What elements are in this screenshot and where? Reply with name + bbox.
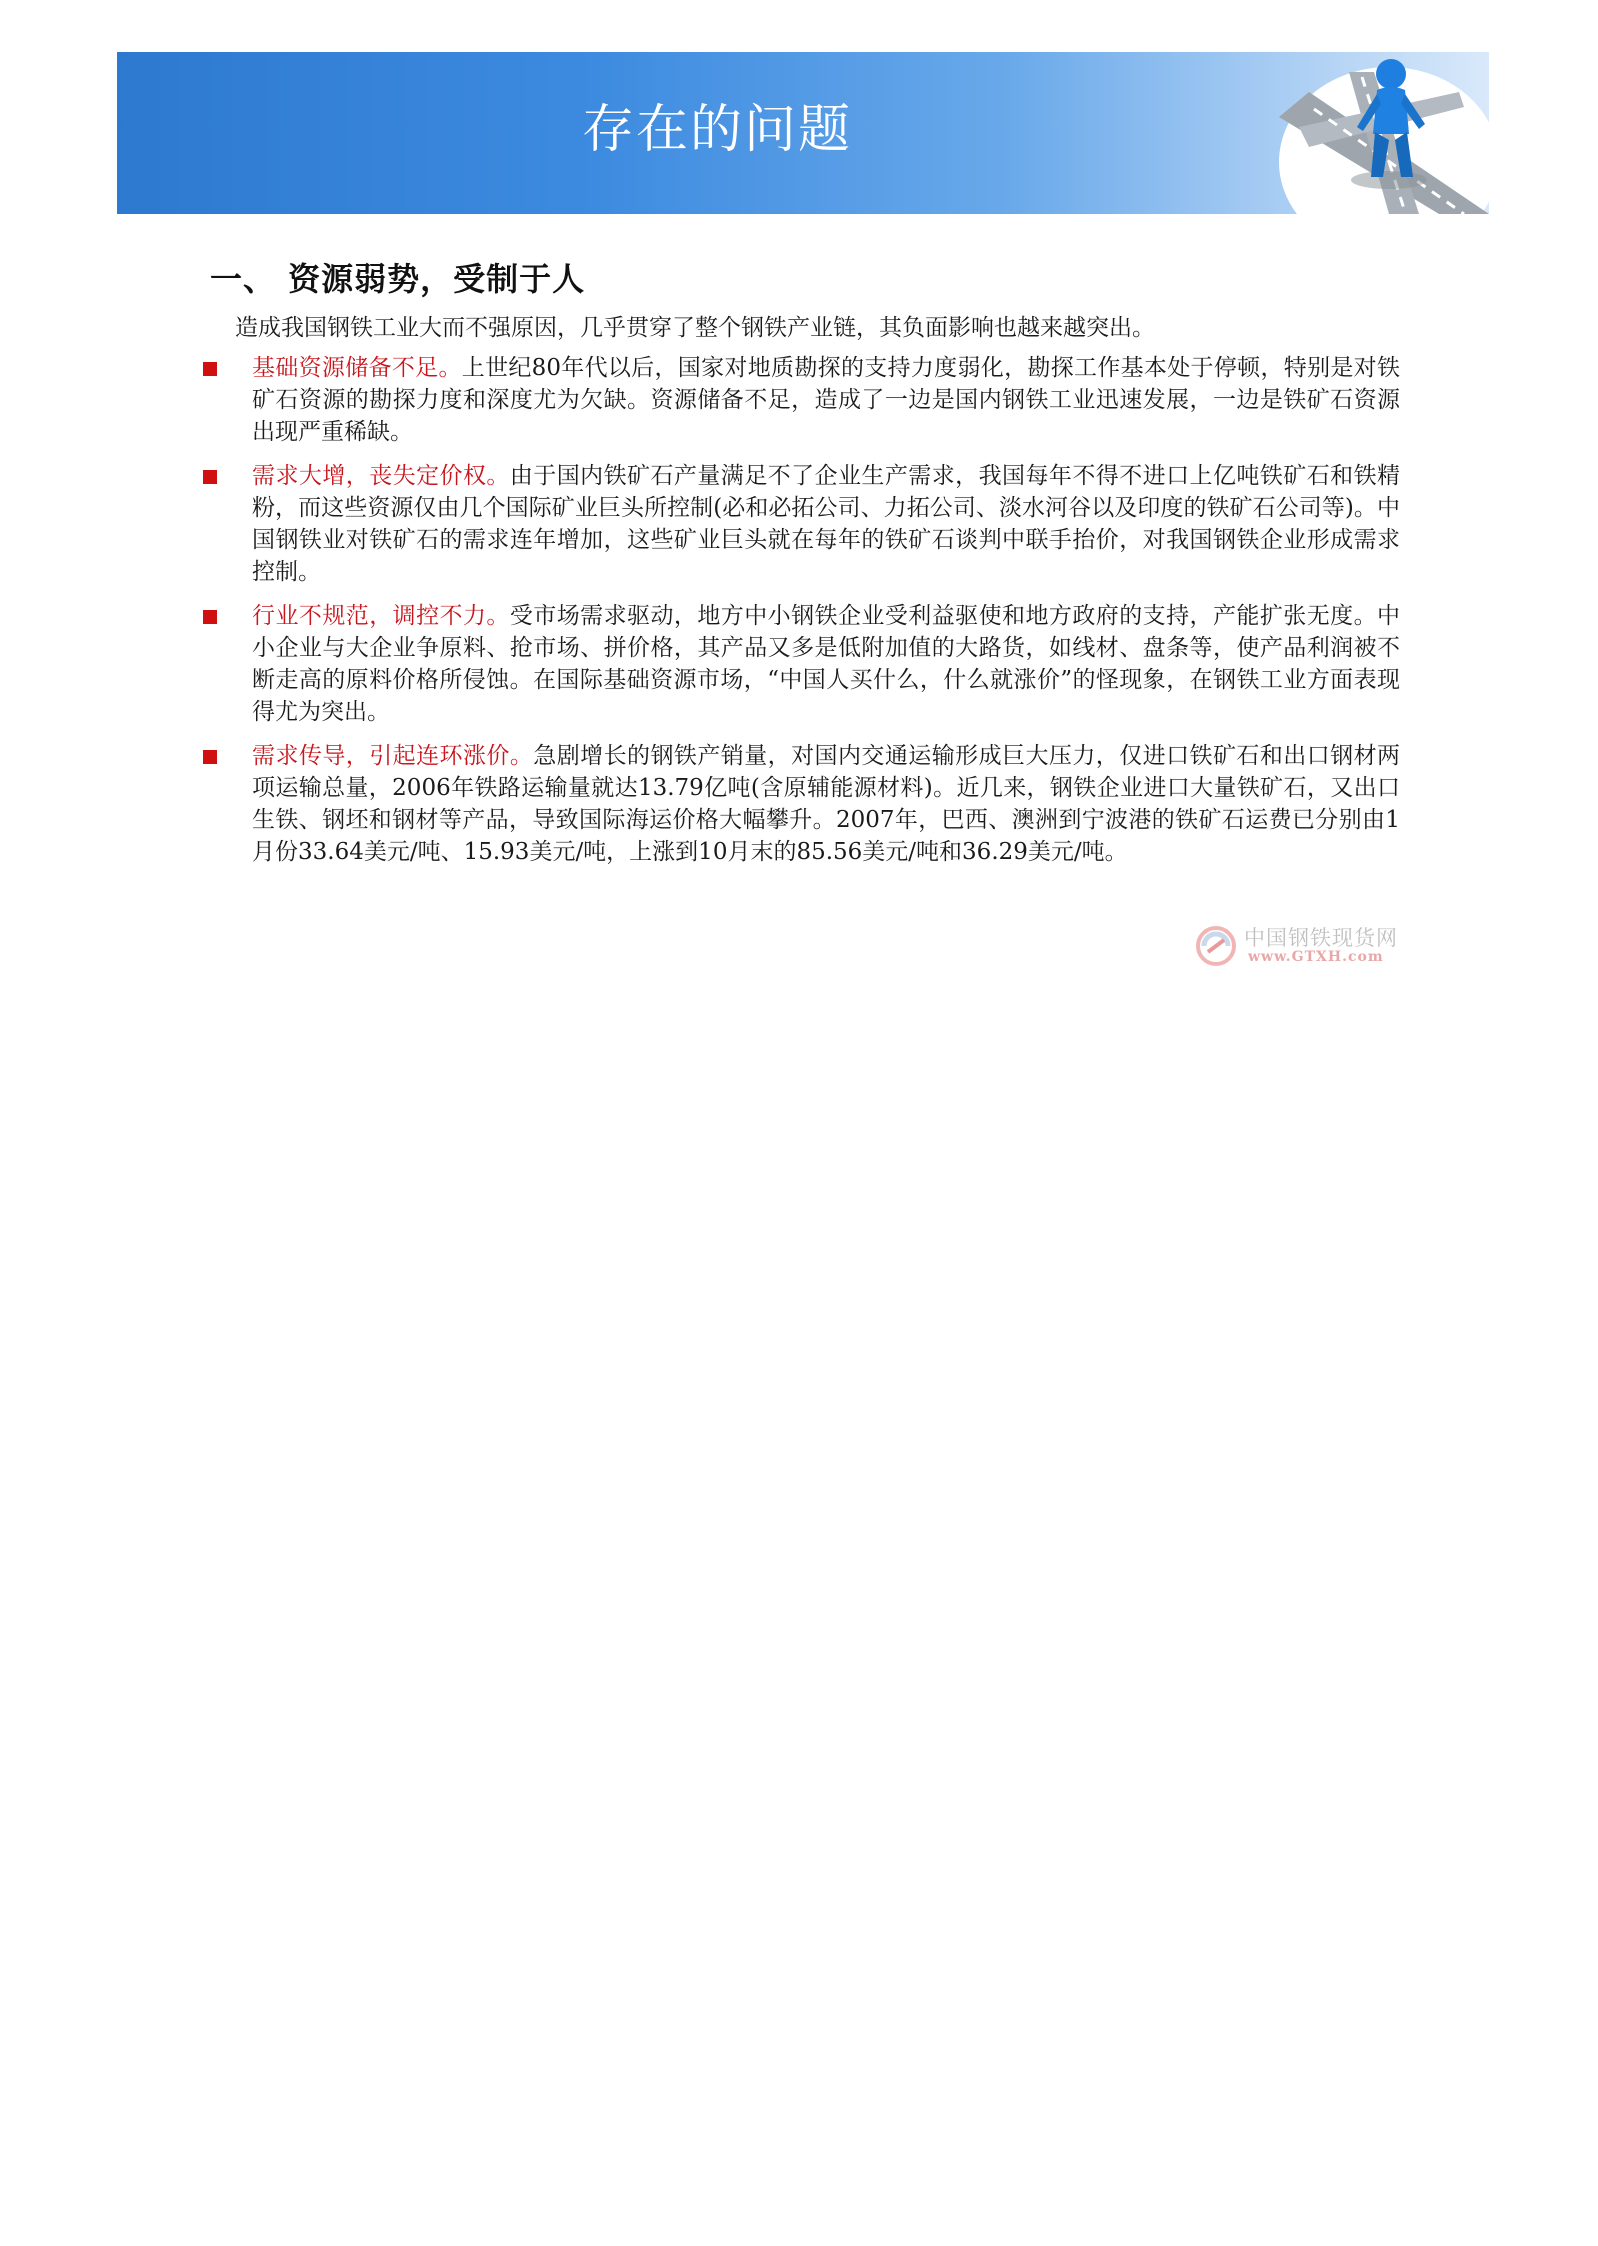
bullet-item [200,460,1400,588]
bullet-title: 需求大增，丧失定价权。 [252,463,510,489]
gtxh-logo-icon [1196,926,1236,966]
bullet-item [200,352,1400,448]
bullet-title: 基础资源储备不足。 [252,355,462,381]
bullet-square-icon [203,750,217,764]
bullet-item [200,600,1400,728]
bullet-item [200,740,1400,868]
bullet-text: 受市场需求驱动，地方中小钢铁企业受利益驱使和地方政府的支持，产能扩张无度。中小企业与大企业争原料、抢市场、拼价格，其产品又多是低附加值的大路货，如线材、盘条等，使产品利润被不断走高的原料价格所侵蚀。在国际基础资源市场，“中国人买什么，什么就涨价”的怪现象，在钢铁工业方面表现得尤为突出。 [252,603,1400,725]
intro-paragraph: 造成我国钢铁工业大而不强原因，几乎贯穿了整个钢铁产业链，其负面影响也越来越突出。 [235,315,1155,341]
watermark-name: 中国钢铁现货网 [1244,926,1398,950]
bullet-square-icon [203,470,217,484]
bullet-title: 行业不规范，调控不力。 [252,603,510,629]
bullet-square-icon [203,362,217,376]
bullet-square-icon [203,610,217,624]
watermark [1196,922,1406,970]
bullet-text: 急剧增长的钢铁产销量，对国内交通运输形成巨大压力，仅进口铁矿石和出口钢材两项运输总量，2006年铁路运输量就达13.79亿吨(含原辅能源材料)。近几来，钢铁企业进口大量铁矿石，又出口生铁、钢坯和钢材等产品，导致国际海运价格大幅攀升。2007年，巴西、澳洲到宁波港的铁矿石运费已分别由1月份33.64美元/吨、15.93美元/吨，上涨到10月末的85.56美元/吨和36.29美元/吨。 [252,743,1400,865]
bullet-text: 由于国内铁矿石产量满足不了企业生产需求，我国每年不得不进口上亿吨铁矿石和铁精粉，而这些资源仅由几个国际矿业巨头所控制(必和必拓公司、力拓公司、淡水河谷以及印度的铁矿石公司等)。中国钢铁业对铁矿石的需求连年增加，这些矿业巨头就在每年的铁矿石谈判中联手抬价，对我国钢铁企业形成需求控制。 [252,463,1400,585]
bullet-title: 需求传导，引起连环涨价。 [252,743,534,769]
section-heading: 一、 资源弱势，受制于人 [210,260,586,298]
bullet-list [200,352,1400,880]
person-standing-on-road-icon [1239,52,1489,214]
header-banner [117,52,1489,214]
bullet-text: 上世纪80年代以后，国家对地质勘探的支持力度弱化，勘探工作基本处于停顿，特别是对铁矿石资源的勘探力度和深度尤为欠缺。资源储备不足，造成了一边是国内钢铁工业迅速发展，一边是铁矿石资源出现严重稀缺。 [252,355,1400,445]
page-title: 存在的问题 [581,100,852,160]
watermark-url: www.GTXH.com [1248,949,1384,965]
